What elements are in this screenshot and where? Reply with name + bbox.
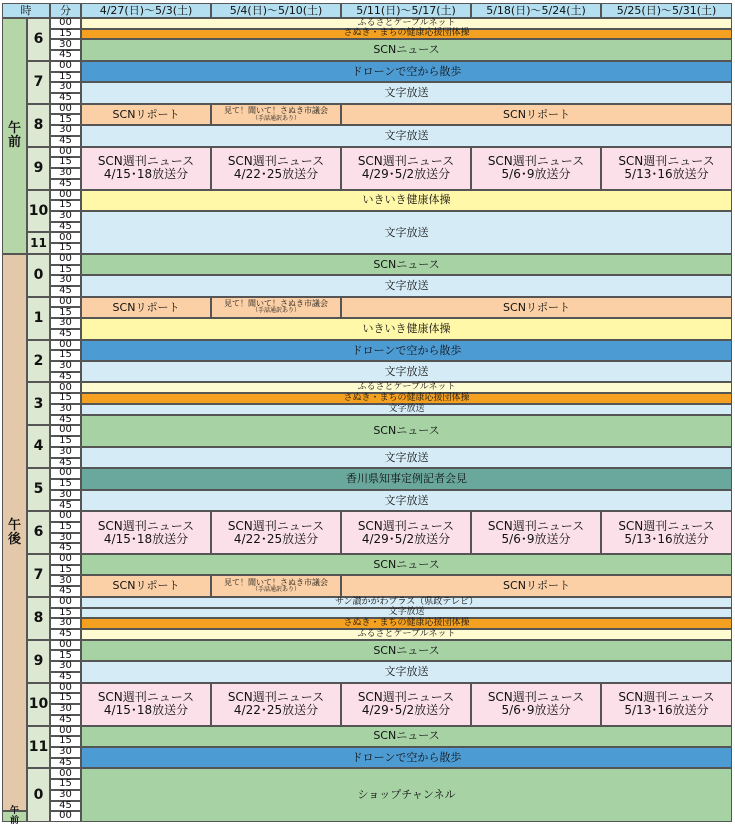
minute-label: 00 (59, 767, 72, 779)
program-title: 文字放送 (384, 225, 429, 239)
program-ikiiki (81, 318, 732, 339)
minute-label: 45 (59, 756, 72, 768)
program-dates: 5/13･16放送分 (624, 531, 709, 546)
minute-cell (50, 297, 81, 308)
hour-cell (27, 190, 50, 233)
program-weekly (81, 511, 211, 554)
header-week (81, 3, 211, 18)
program-title: SCN週刊ニュース (357, 154, 455, 169)
program-title: ドローンで空から散歩 (351, 750, 462, 764)
minute-label: 00 (59, 553, 72, 565)
minute-cell (50, 372, 81, 383)
minute-label: 30 (59, 488, 72, 500)
program-weekly (211, 683, 341, 726)
hour-label: 4 (33, 438, 44, 455)
minute-label: 30 (59, 703, 72, 715)
program-weekly (471, 511, 601, 554)
minute-label: 30 (59, 81, 72, 93)
program-scn_news (81, 554, 732, 575)
minute-cell (50, 811, 81, 822)
minute-cell (50, 640, 81, 651)
header-week (471, 3, 601, 18)
hour-cell (27, 340, 50, 383)
program-title: SCN週刊ニュース (487, 690, 585, 705)
hour-cell (27, 232, 50, 253)
hour-label: 6 (33, 524, 44, 541)
minute-label: 30 (59, 617, 72, 629)
minute-label: 15 (59, 649, 72, 661)
minute-cell (50, 179, 81, 190)
minute-label: 30 (59, 360, 72, 372)
header-hour (2, 3, 50, 18)
header-week (601, 3, 732, 18)
program-title: 文字放送 (384, 279, 429, 293)
program-weekly (601, 683, 732, 726)
program-title: SCNリポート (503, 300, 570, 314)
program-scn_report (81, 104, 211, 125)
header-week-label: 5/4(日)～5/10(土) (229, 3, 323, 17)
program-furusato (81, 382, 732, 393)
hour-cell (27, 147, 50, 190)
minute-label: 45 (59, 413, 72, 425)
header-week-label: 5/25(日)～5/31(土) (616, 3, 717, 17)
header-week-label: 4/27(日)～5/3(土) (99, 3, 193, 17)
program-weekly (341, 683, 471, 726)
hour-label: 3 (33, 395, 44, 412)
minute-cell (50, 490, 81, 501)
program-dates: 4/22･25放送分 (233, 703, 319, 718)
minute-label: 30 (59, 531, 72, 543)
minute-label: 45 (59, 499, 72, 511)
program-title: 文字放送 (384, 86, 429, 100)
minute-label: 00 (59, 724, 72, 736)
program-moji (81, 661, 732, 682)
minute-label: 45 (59, 327, 72, 339)
hour-label: 8 (33, 609, 44, 626)
minute-label: 45 (59, 713, 72, 725)
minute-label: 15 (59, 113, 72, 125)
program-moji (81, 608, 732, 619)
hour-label: 1 (33, 309, 44, 326)
minute-label: 00 (59, 467, 72, 479)
program-weekly (471, 147, 601, 190)
program-title: SCN週刊ニュース (227, 518, 325, 533)
program-scn_report (341, 575, 732, 596)
hour-label: 9 (33, 159, 44, 176)
program-title: SCN週刊ニュース (357, 518, 455, 533)
program-title: SCNニュース (373, 557, 440, 571)
program-title: いきいき健康体操 (362, 193, 451, 207)
minute-cell (50, 522, 81, 533)
header-hour-label: 時 (20, 3, 32, 17)
minute-label: 45 (59, 456, 72, 468)
minute-label: 30 (59, 660, 72, 672)
minute-cell (50, 254, 81, 265)
minute-label: 15 (59, 735, 72, 747)
program-title: SCNニュース (373, 423, 440, 437)
minute-label: 00 (59, 338, 72, 350)
program-scn_news (81, 726, 732, 747)
program-title: ドローンで空から散歩 (351, 343, 462, 357)
program-gikai (211, 104, 341, 125)
hour-cell (27, 683, 50, 726)
program-title: SCNリポート (503, 107, 570, 121)
hour-cell (27, 768, 50, 822)
minute-label: 15 (59, 520, 72, 532)
minute-label: 30 (59, 445, 72, 457)
program-moji (81, 447, 732, 468)
program-scn_news (81, 254, 732, 275)
minute-label: 15 (59, 349, 72, 361)
minute-label: 30 (59, 403, 72, 415)
program-moji (81, 211, 732, 254)
minute-label: 15 (59, 156, 72, 168)
program-title: SCN週刊ニュース (227, 154, 325, 169)
minute-cell (50, 104, 81, 115)
header-week-label: 5/11(日)～5/17(土) (356, 3, 456, 17)
program-note: （手話通訳あり） (251, 307, 300, 315)
minute-label: 00 (59, 595, 72, 607)
minute-cell (50, 790, 81, 801)
minute-label: 45 (59, 370, 72, 382)
program-moji (81, 404, 732, 415)
hour-label: 0 (33, 786, 44, 803)
minute-label: 00 (59, 638, 72, 650)
program-shop (81, 768, 732, 822)
program-dates: 4/15･18放送分 (103, 703, 189, 718)
hour-label: 9 (33, 652, 44, 669)
hour-label: 8 (33, 116, 44, 133)
program-note: （手話通訳あり） (251, 586, 300, 594)
minute-label: 15 (59, 478, 72, 490)
minute-label: 30 (59, 788, 72, 800)
program-dates: 5/6･9放送分 (501, 531, 571, 546)
program-dates: 4/29･5/2放送分 (361, 531, 451, 546)
program-sunsan (81, 597, 732, 608)
program-weekly (601, 511, 732, 554)
minute-cell (50, 597, 81, 608)
hour-label: 11 (30, 235, 47, 250)
minute-label: 15 (59, 778, 72, 790)
hour-cell (27, 254, 50, 297)
program-dates: 5/6･9放送分 (501, 703, 571, 718)
program-moji (81, 275, 732, 296)
minute-label: 00 (59, 59, 72, 71)
minute-label: 30 (59, 124, 72, 136)
program-title: SCNニュース (373, 729, 440, 743)
program-title: SCN週刊ニュース (357, 690, 455, 705)
program-weekly (601, 147, 732, 190)
program-dates: 5/13･16放送分 (624, 703, 709, 718)
program-ikiiki (81, 190, 732, 211)
hour-cell (27, 640, 50, 683)
program-title: ふるさとケーブルネット (357, 628, 456, 639)
hour-cell (27, 511, 50, 554)
hour-label: 0 (33, 266, 44, 283)
program-scn_report (81, 575, 211, 596)
program-furusato (81, 629, 732, 640)
program-dates: 4/22･25放送分 (233, 531, 319, 546)
program-weekly (341, 511, 471, 554)
program-scn_report (341, 104, 732, 125)
program-title: ショップチャンネル (357, 788, 456, 802)
period-label: 午 前 (7, 121, 21, 150)
program-title: SCN週刊ニュース (97, 154, 195, 169)
program-drone (81, 747, 732, 768)
minute-cell (50, 222, 81, 233)
program-title: 文字放送 (384, 493, 429, 507)
program-dates: 4/15･18放送分 (103, 167, 189, 182)
minute-label: 45 (59, 585, 72, 597)
program-title: SCNリポート (112, 579, 180, 593)
minute-label: 15 (59, 199, 72, 211)
header-minute (50, 3, 81, 18)
hour-label: 2 (33, 352, 44, 369)
program-scn_news (81, 640, 732, 661)
hour-label: 10 (28, 202, 49, 219)
hour-cell (27, 297, 50, 340)
program-moji (81, 82, 732, 103)
minute-cell (50, 715, 81, 726)
program-scn_news (81, 39, 732, 60)
minute-label: 15 (59, 27, 72, 39)
program-title: 文字放送 (384, 129, 429, 143)
minute-label: 00 (59, 510, 72, 522)
header-minute-label: 分 (60, 3, 71, 17)
header-week-label: 5/18(日)～5/24(土) (486, 3, 586, 17)
minute-cell (50, 29, 81, 40)
minute-label: 30 (59, 274, 72, 286)
hour-cell (27, 597, 50, 640)
program-gikai (211, 575, 341, 596)
program-title: 見て！聞いて！さぬき市議会 (224, 577, 328, 587)
minute-label: 45 (59, 135, 72, 147)
program-title: さぬき・まちの健康応援団体操 (343, 617, 470, 628)
program-drone (81, 340, 732, 361)
program-moji (81, 125, 732, 146)
hour-label: 10 (28, 695, 49, 712)
minute-label: 45 (59, 177, 72, 189)
program-title: SCN週刊ニュース (97, 690, 195, 705)
period-label: 午 後 (7, 517, 21, 547)
program-title: ふるさとケーブルネット (357, 382, 456, 393)
minute-label: 00 (59, 17, 72, 29)
minute-cell (50, 329, 81, 340)
program-note: （手話通訳あり） (251, 114, 300, 122)
program-weekly (211, 511, 341, 554)
program-sanuki_taiso (81, 618, 732, 629)
program-title: 文字放送 (388, 607, 425, 618)
program-dates: 5/6･9放送分 (501, 167, 571, 182)
program-moji (81, 490, 732, 511)
program-title: SCN週刊ニュース (227, 690, 325, 705)
hour-label: 7 (33, 73, 44, 90)
hour-cell (27, 468, 50, 511)
program-dates: 5/13･16放送分 (624, 167, 709, 182)
minute-label: 45 (59, 542, 72, 554)
program-title: SCN週刊ニュース (97, 518, 195, 533)
minute-label: 00 (59, 810, 72, 822)
program-moji (81, 361, 732, 382)
hour-label: 6 (33, 31, 44, 48)
minute-label: 15 (59, 70, 72, 82)
minute-label: 45 (59, 92, 72, 104)
minute-label: 00 (59, 188, 72, 200)
program-dates: 4/29･5/2放送分 (361, 167, 451, 182)
program-dates: 4/15･18放送分 (103, 531, 189, 546)
minute-label: 45 (59, 285, 72, 297)
minute-label: 30 (59, 167, 72, 179)
minute-label: 45 (59, 799, 72, 811)
program-scn_report (81, 297, 211, 318)
minute-label: 15 (59, 563, 72, 575)
program-dates: 4/29･5/2放送分 (361, 703, 451, 718)
program-weekly (81, 683, 211, 726)
hour-cell (27, 104, 50, 147)
program-title: 文字放送 (384, 364, 429, 378)
hour-label: 5 (33, 481, 44, 498)
program-scn_news (81, 415, 732, 447)
program-title: SCN週刊ニュース (618, 518, 715, 533)
minute-label: 30 (59, 574, 72, 586)
minute-label: 15 (59, 306, 72, 318)
program-title: SCN週刊ニュース (618, 154, 715, 169)
program-title: 見て！聞いて！さぬき市議会 (224, 299, 328, 309)
program-title: ふるさとケーブルネット (357, 17, 456, 28)
program-title: 文字放送 (384, 665, 429, 679)
program-gikai (211, 297, 341, 318)
minute-label: 00 (59, 424, 72, 436)
minute-cell (50, 447, 81, 458)
hour-cell (27, 18, 50, 61)
program-title: さぬき・まちの健康応援団体操 (343, 28, 470, 39)
hour-cell (27, 554, 50, 597)
minute-label: 15 (59, 263, 72, 275)
hour-cell (27, 425, 50, 468)
minute-cell (50, 565, 81, 576)
program-title: 香川県知事定例記者会見 (346, 472, 467, 486)
period-label: 午 前 (9, 806, 19, 826)
program-chiji (81, 468, 732, 489)
minute-label: 00 (59, 145, 72, 157)
minute-label: 45 (59, 671, 72, 683)
program-title: 文字放送 (388, 403, 425, 414)
program-drone (81, 61, 732, 82)
minute-label: 30 (59, 317, 72, 329)
hour-cell (27, 726, 50, 769)
minute-label: 00 (59, 252, 72, 264)
program-title: サン讃かがわプラス（県政テレビ） (334, 596, 479, 607)
minute-label: 00 (59, 381, 72, 393)
period-am2 (2, 806, 27, 826)
minute-label: 15 (59, 392, 72, 404)
program-title: SCNリポート (503, 579, 570, 593)
minute-label: 45 (59, 49, 72, 61)
program-title: SCNリポート (112, 107, 180, 121)
hour-label: 7 (33, 567, 44, 584)
program-scn_report (341, 297, 732, 318)
program-title: SCNニュース (373, 43, 440, 57)
program-dates: 4/22･25放送分 (233, 167, 319, 182)
hour-cell (27, 61, 50, 104)
header-week (211, 3, 341, 18)
program-title: 見て！聞いて！さぬき市議会 (224, 106, 328, 116)
program-title: SCN週刊ニュース (487, 154, 585, 169)
program-title: SCN週刊ニュース (618, 690, 715, 705)
minute-label: 45 (59, 628, 72, 640)
minute-label: 15 (59, 692, 72, 704)
period-am (2, 18, 27, 254)
program-weekly (471, 683, 601, 726)
minute-label: 00 (59, 295, 72, 307)
hour-cell (27, 382, 50, 425)
header-week (341, 3, 471, 18)
minute-label: 15 (59, 435, 72, 447)
minute-label: 45 (59, 220, 72, 232)
program-title: SCNニュース (373, 257, 440, 271)
program-title: SCNニュース (373, 643, 440, 657)
hour-label: 11 (28, 738, 49, 755)
program-weekly (211, 147, 341, 190)
program-title: いきいき健康体操 (362, 322, 451, 336)
program-weekly (81, 147, 211, 190)
minute-label: 30 (59, 210, 72, 222)
minute-label: 30 (59, 746, 72, 758)
minute-label: 30 (59, 38, 72, 50)
program-title: ドローンで空から散歩 (351, 64, 462, 78)
program-sanuki_taiso (81, 29, 732, 40)
minute-cell (50, 758, 81, 769)
program-weekly (341, 147, 471, 190)
program-title: さぬき・まちの健康応援団体操 (343, 392, 470, 403)
program-title: SCNリポート (112, 300, 180, 314)
minute-label: 15 (59, 242, 72, 254)
period-pm (2, 254, 27, 811)
minute-label: 00 (59, 231, 72, 243)
program-title: 文字放送 (384, 450, 429, 464)
program-sanuki_taiso (81, 393, 732, 404)
minute-label: 00 (59, 102, 72, 114)
program-title: SCN週刊ニュース (487, 518, 585, 533)
minute-cell (50, 61, 81, 72)
minute-label: 00 (59, 681, 72, 693)
minute-label: 15 (59, 606, 72, 618)
